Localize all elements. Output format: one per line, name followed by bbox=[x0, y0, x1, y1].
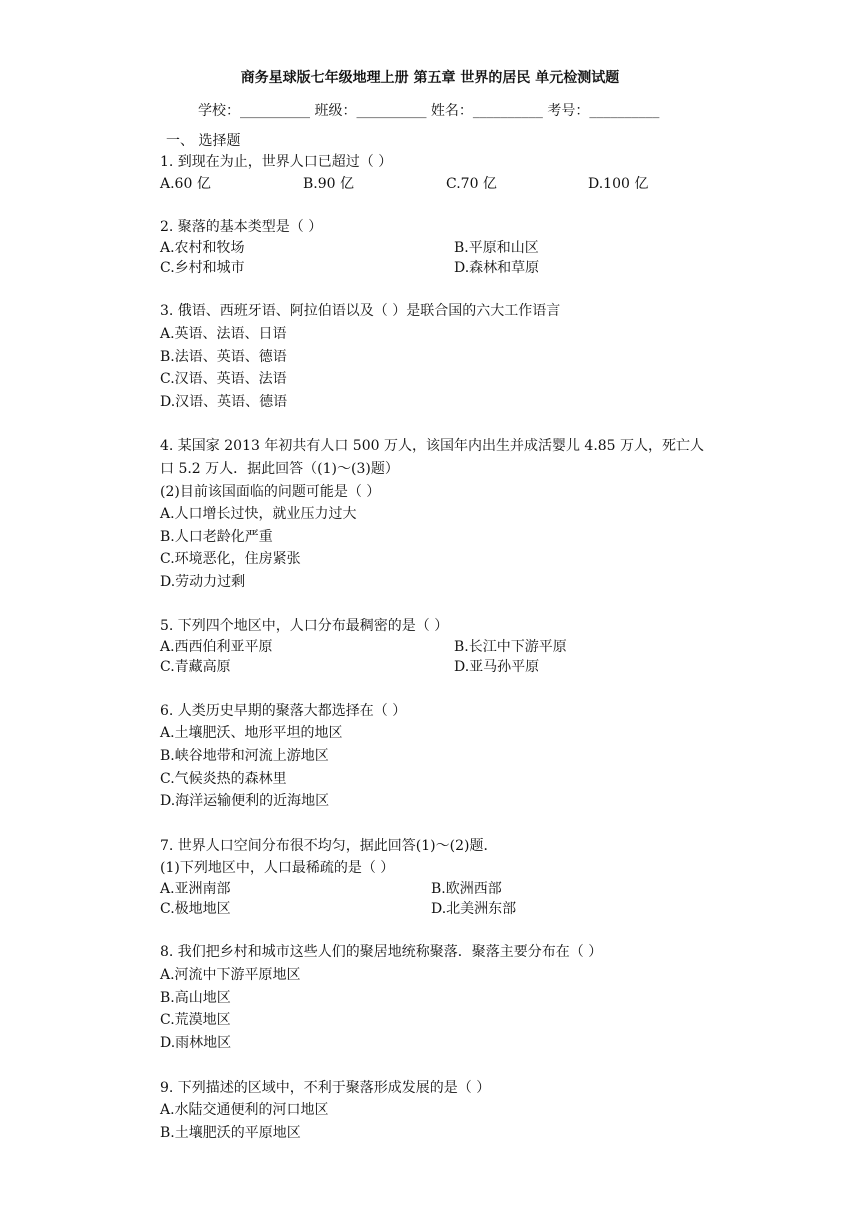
question-3-stem: 3. 俄语、西班牙语、阿拉伯语以及（ ）是联合国的六大工作语言 bbox=[160, 303, 561, 319]
question-7-stem: 7. 世界人口空间分布很不均匀，据此回答(1)～(2)题． bbox=[160, 838, 498, 854]
q5-option-c: C.青藏高原 bbox=[160, 659, 231, 675]
q1-option-c: C.70 亿 bbox=[446, 176, 497, 192]
q4-option-b: B.人口老龄化严重 bbox=[160, 529, 273, 545]
question-4-sub: (2)目前该国面临的问题可能是（ ） bbox=[160, 484, 381, 500]
question-1-stem: 1. 到现在为止，世界人口已超过（ ） bbox=[160, 154, 393, 170]
q7-option-c: C.极地地区 bbox=[160, 901, 231, 917]
q8-option-b: B.高山地区 bbox=[160, 990, 231, 1006]
q3-option-b: B.法语、英语、德语 bbox=[160, 349, 287, 365]
q4-option-a: A.人口增长过快，就业压力过大 bbox=[160, 506, 357, 522]
q8-option-d: D.雨林地区 bbox=[160, 1035, 232, 1051]
q2-option-a: A.农村和牧场 bbox=[160, 240, 245, 256]
q3-option-d: D.汉语、英语、德语 bbox=[160, 394, 288, 410]
q8-option-c: C.荒漠地区 bbox=[160, 1012, 231, 1028]
q5-option-b: B.长江中下游平原 bbox=[454, 639, 567, 655]
q5-option-d: D.亚马孙平原 bbox=[454, 659, 540, 675]
q2-option-d: D.森林和草原 bbox=[454, 260, 540, 276]
question-9-stem: 9. 下列描述的区域中，不利于聚落形成发展的是（ ） bbox=[160, 1080, 491, 1096]
page-title: 商务星球版七年级地理上册 第五章 世界的居民 单元检测试题 bbox=[240, 70, 620, 86]
q1-option-a: A.60 亿 bbox=[160, 176, 211, 192]
q4-option-c: C.环境恶化，住房紧张 bbox=[160, 551, 301, 567]
q3-option-c: C.汉语、英语、法语 bbox=[160, 371, 287, 387]
q8-option-a: A.河流中下游平原地区 bbox=[160, 967, 301, 983]
q3-option-a: A.英语、法语、日语 bbox=[160, 326, 287, 342]
q7-option-a: A.亚洲南部 bbox=[160, 881, 231, 897]
question-2-stem: 2. 聚落的基本类型是（ ） bbox=[160, 219, 323, 235]
q6-option-d: D.海洋运输便利的近海地区 bbox=[160, 793, 330, 809]
q7-option-b: B.欧洲西部 bbox=[431, 881, 502, 897]
q2-option-c: C.乡村和城市 bbox=[160, 260, 245, 276]
question-7-sub: (1)下列地区中，人口最稀疏的是（ ） bbox=[160, 860, 395, 876]
student-info-line: 学校：__________ 班级：__________ 姓名：__________ 考号：__________ bbox=[198, 103, 660, 119]
q7-option-d: D.北美洲东部 bbox=[431, 901, 517, 917]
q1-option-b: B.90 亿 bbox=[303, 176, 355, 192]
question-4-stem-line-1: 4. 某国家 2013 年初共有人口 500 万人，该国年内出生并成活婴儿 4.85 万人，死亡人 bbox=[160, 438, 705, 454]
q6-option-c: C.气候炎热的森林里 bbox=[160, 771, 287, 787]
q2-option-b: B.平原和山区 bbox=[454, 240, 539, 256]
question-6-stem: 6. 人类历史早期的聚落大都选择在（ ） bbox=[160, 703, 407, 719]
q9-option-a: A.水陆交通便利的河口地区 bbox=[160, 1102, 329, 1118]
question-8-stem: 8. 我们把乡村和城市这些人们的聚居地统称聚落．聚落主要分布在（ ） bbox=[160, 944, 603, 960]
q6-option-a: A.土壤肥沃、地形平坦的地区 bbox=[160, 725, 343, 741]
q9-option-b: B.土壤肥沃的平原地区 bbox=[160, 1125, 301, 1141]
q5-option-a: A.西西伯利亚平原 bbox=[160, 639, 273, 655]
section-heading: 一、 选择题 bbox=[166, 133, 241, 149]
question-5-stem: 5. 下列四个地区中，人口分布最稠密的是（ ） bbox=[160, 618, 449, 634]
question-4-stem-line-2: 口 5.2 万人．据此回答（(1)～(3)题） bbox=[160, 461, 399, 477]
q6-option-b: B.峡谷地带和河流上游地区 bbox=[160, 748, 329, 764]
q1-option-d: D.100 亿 bbox=[588, 176, 649, 192]
q4-option-d: D.劳动力过剩 bbox=[160, 574, 246, 590]
